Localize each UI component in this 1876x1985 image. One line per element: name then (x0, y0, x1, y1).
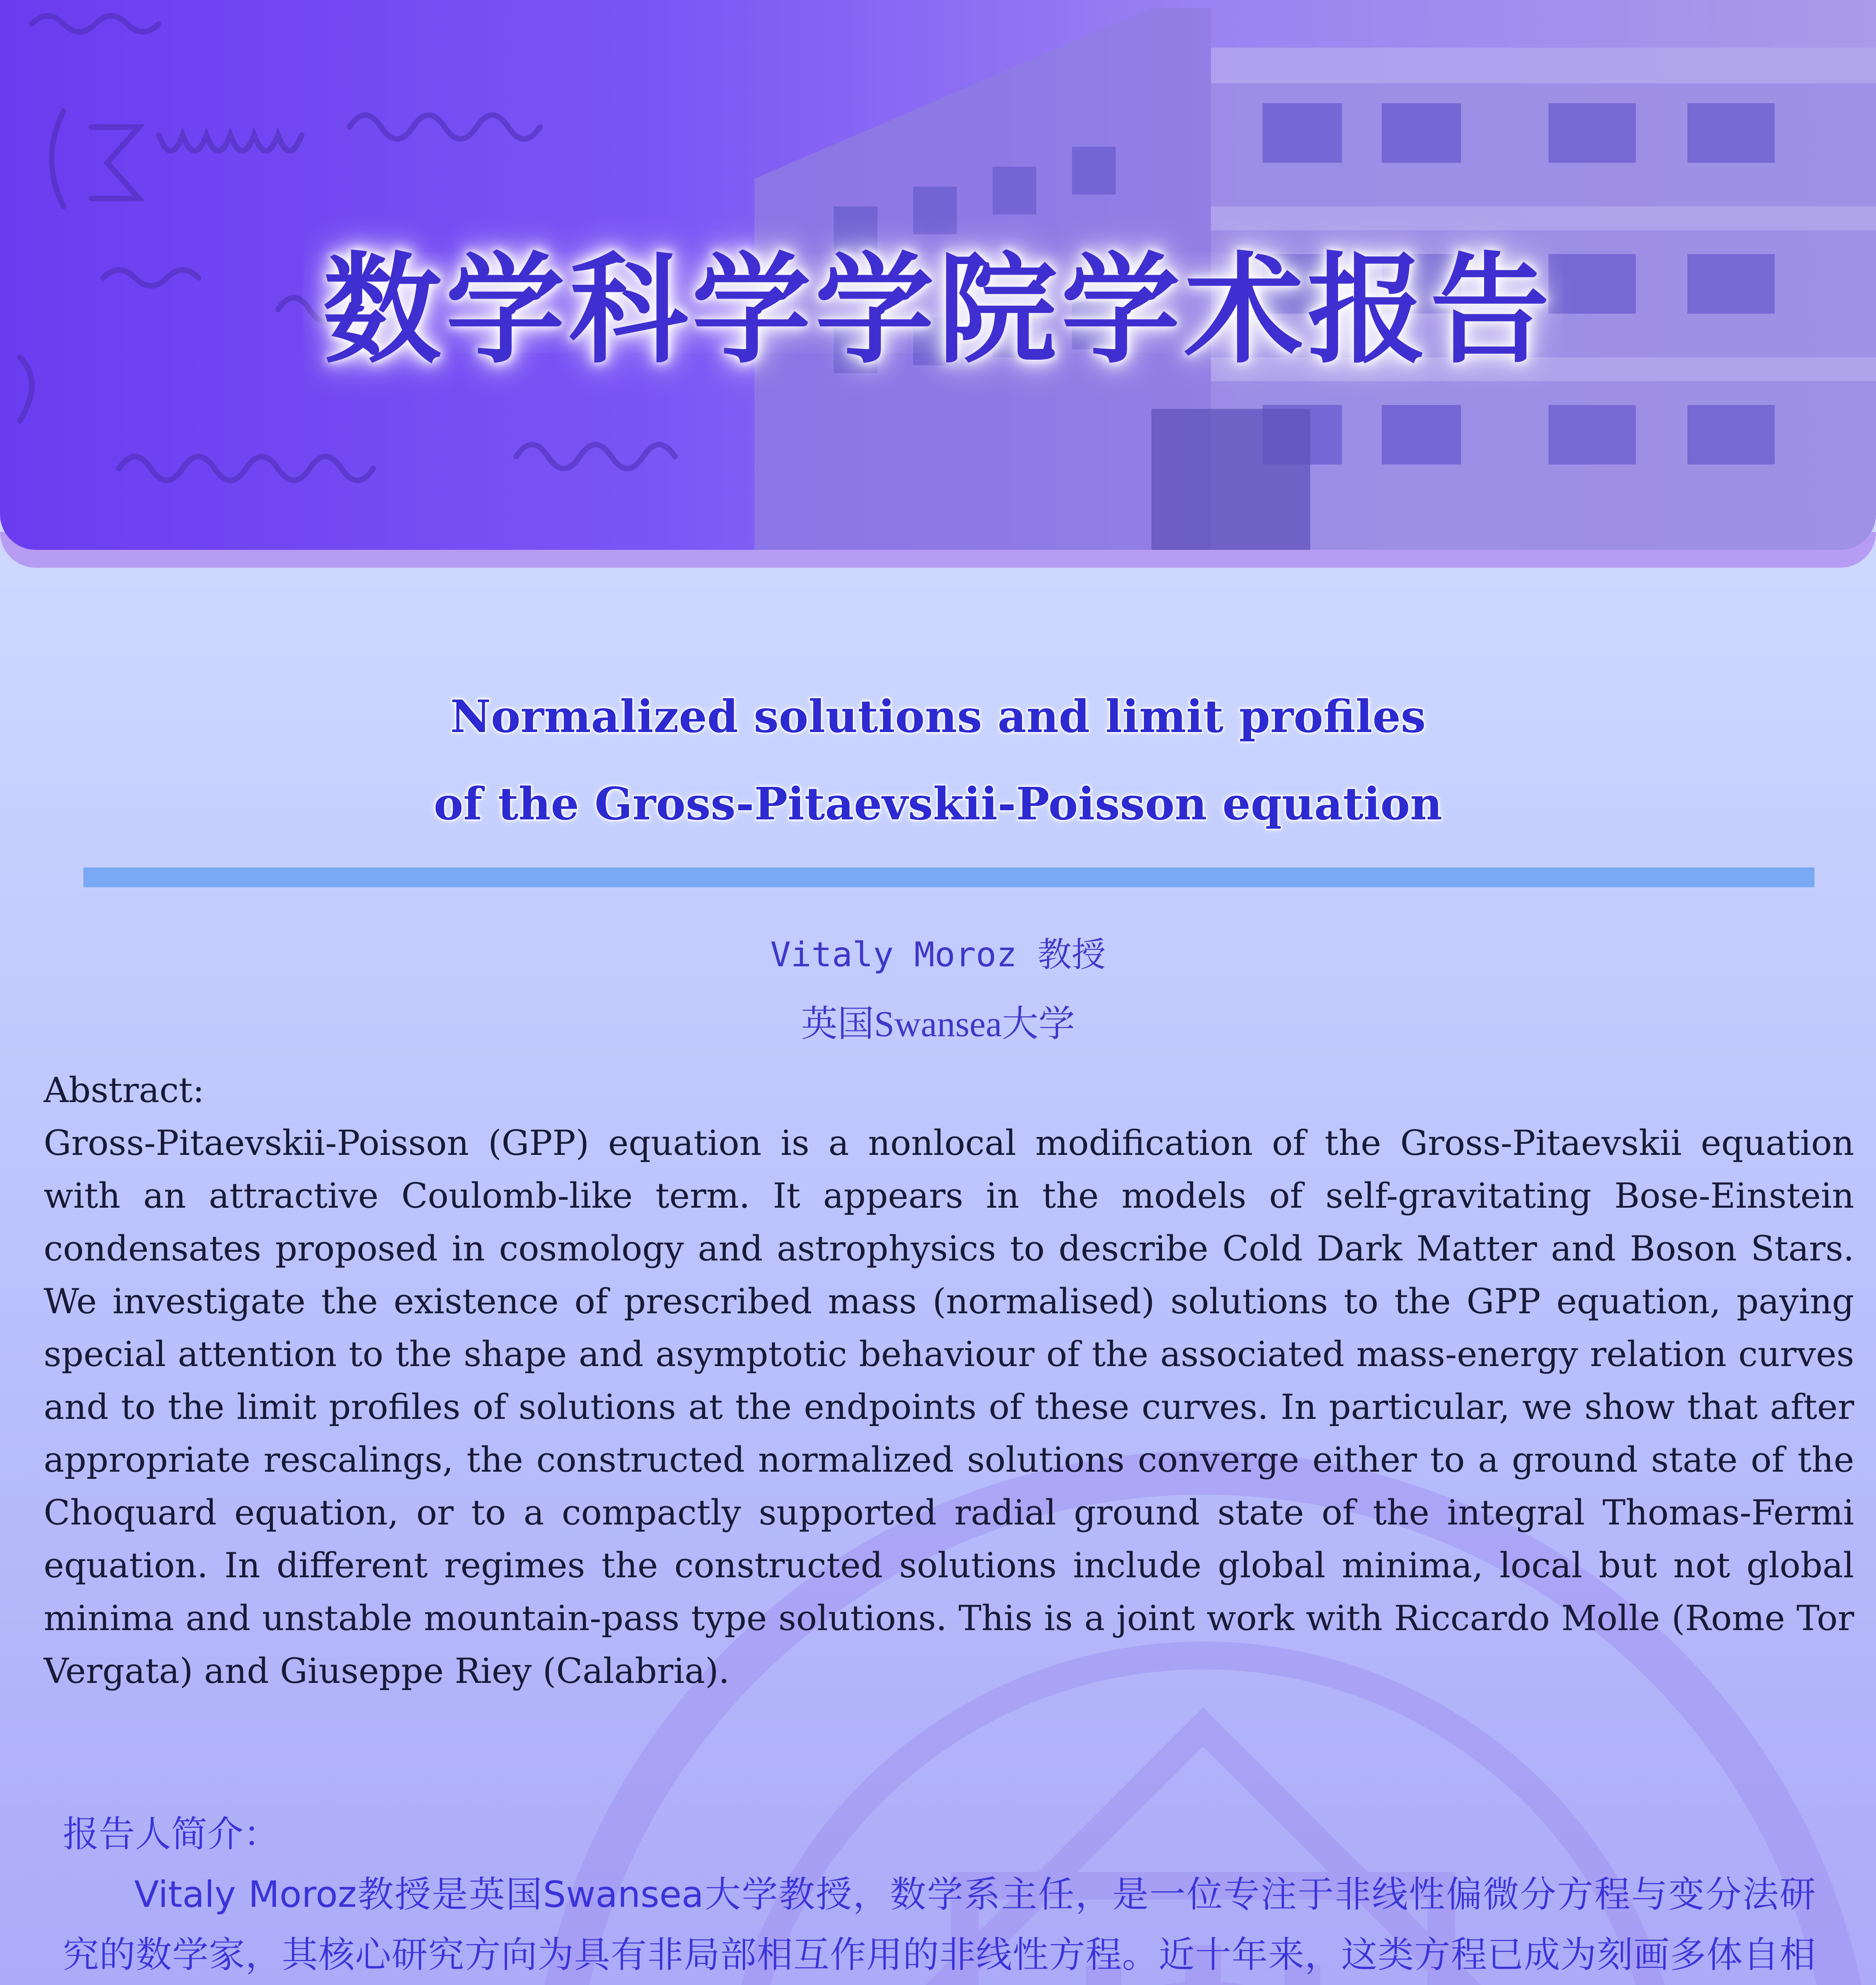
speaker-bio-section (63, 1804, 1816, 1985)
talk-title-line1: Normalized solutions and limit profiles (450, 691, 1426, 743)
page-title: 数学科学学院学术报告 (322, 241, 1554, 380)
abstract-text: Gross-Pitaevskii-Poisson (GPP) equation is a nonlocal modification of the Gross-Pitaevskii equation with an attractive Coulomb-like term. It appears in the models of self-gravitating Bose-Einstein condensates proposed in cosmology and astrophysics to describe Cold Dark Matter and Boson Stars. We investigate the existence of prescribed mass (normalised) solutions to the GPP equation, paying special attention to the shape and asymptotic behaviour of the associated mass-energy relation curves and to the limit profiles of solutions at the endpoints of these curves. In particular, we show that after appropriate rescalings, the constructed normalized solutions converge either to a ground state of the Choquard equation, or to a compactly supported radial ground state of the integral Thomas-Fermi equation. In different regimes the constructed solutions include global minima, local but not global minima and unstable mountain-pass type solutions. This is a joint work with Riccardo Molle (Rome Tor Vergata) and Giuseppe Riey (Calabria). (44, 1123, 1854, 1691)
abstract-section (44, 1064, 1854, 1698)
speaker-name: Vitaly Moroz 教授 (770, 935, 1106, 975)
bio-label: 报告人简介： (63, 1813, 280, 1855)
talk-title-line2: of the Gross-Pitaevskii-Poisson equation (434, 778, 1442, 830)
abstract-label: Abstract: (44, 1070, 204, 1110)
speaker-affiliation: 英国Swansea大学 (801, 1004, 1075, 1044)
title-divider (83, 867, 1814, 887)
bio-text: Vitaly Moroz教授是英国Swansea大学教授，数学系主任，是一位专注于非线性偏微分方程与变分法研究的数学家，其核心研究方向为具有非局部相互作用的非线性方程。近十年来，这类方程已成为刻画多体自相 (63, 1874, 1816, 1976)
header-banner (0, 0, 1876, 550)
